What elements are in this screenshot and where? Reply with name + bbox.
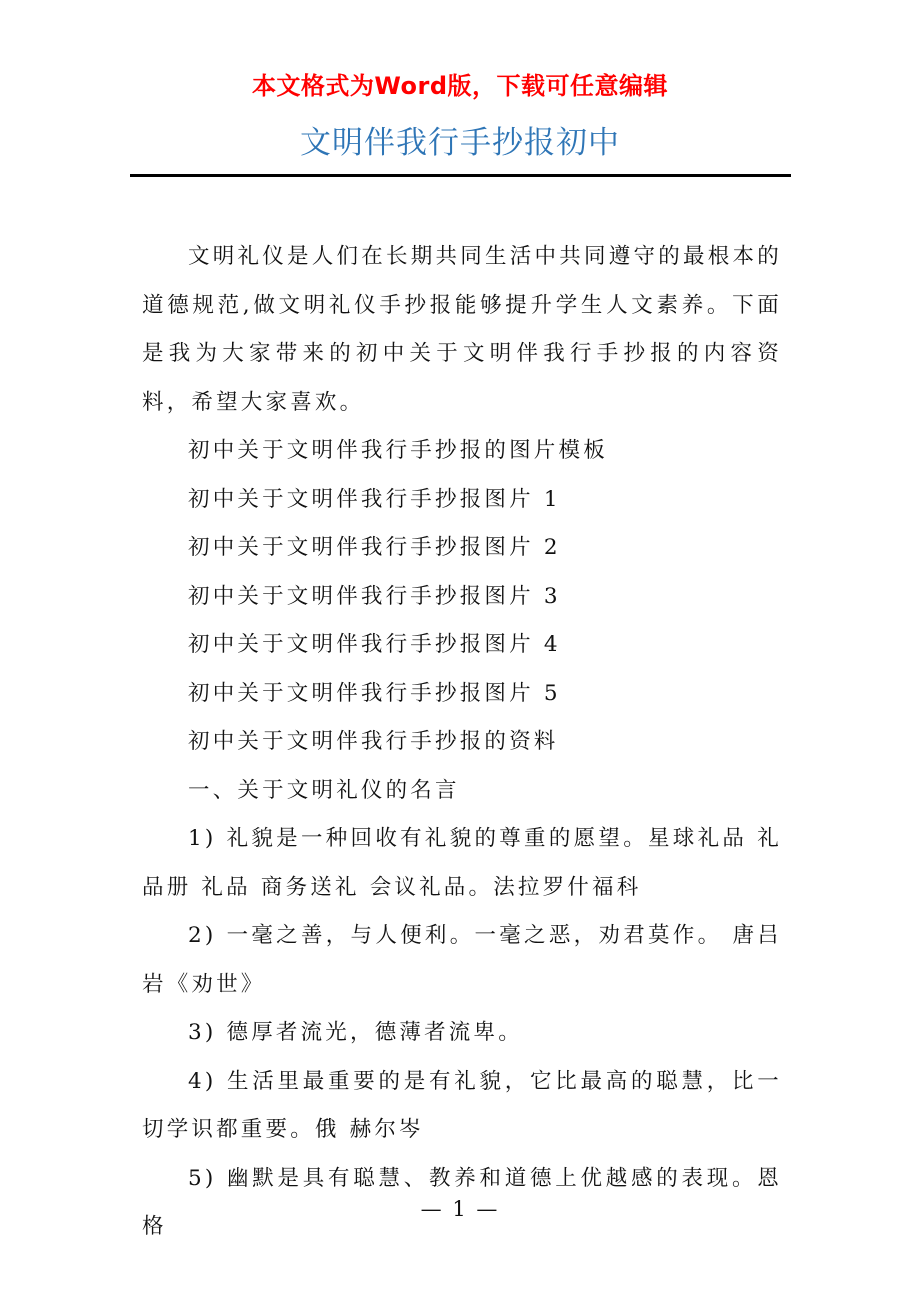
image-caption-4: 初中关于文明伴我行手抄报图片 4 — [188, 632, 561, 657]
quote-item-5: 5) 幽默是具有聪慧、教养和道德上优越感的表现。恩格 — [142, 1165, 782, 1239]
image-caption-3: 初中关于文明伴我行手抄报图片 3 — [188, 583, 561, 609]
title-divider — [130, 174, 791, 177]
quote-item-3: 3) 德厚者流光，德薄者流卑。 — [188, 1020, 523, 1045]
section-heading-materials: 初中关于文明伴我行手抄报的资料 — [188, 729, 559, 754]
editable-format-banner: 本文格式为Word版，下载可任意编辑 — [251, 72, 669, 100]
page-title: 文明伴我行手抄报初中 — [300, 125, 620, 161]
document-body — [142, 233, 782, 1252]
section-heading-templates: 初中关于文明伴我行手抄报的图片模板 — [188, 438, 608, 463]
quote-item-4: 4) 生活里最重要的是有礼貌，它比最高的聪慧，比一切学识都重要。俄 赫尔岑 — [142, 1068, 782, 1142]
image-caption-1: 初中关于文明伴我行手抄报图片 1 — [188, 486, 561, 512]
intro-paragraph: 文明礼仪是人们在长期共同生活中共同遵守的最根本的道德规范,做文明礼仪手抄报能够提升学生人文素养。下面是我为大家带来的初中关于文明伴我行手抄报的内容资料，希望大家喜欢。 — [142, 244, 782, 415]
quote-item-1: 1) 礼貌是一种回收有礼貌的尊重的愿望。星球礼品 礼品册 礼品 商务送礼 会议礼品。法拉罗什福科 — [142, 826, 782, 900]
image-caption-5: 初中关于文明伴我行手抄报图片 5 — [188, 680, 561, 706]
quote-item-2: 2) 一毫之善，与人便利。一毫之恶，劝君莫作。 唐吕岩《劝世》 — [142, 923, 782, 997]
section-heading-quotes: 一、关于文明礼仪的名言 — [188, 777, 460, 803]
page-number: — 1 — — [420, 1197, 500, 1221]
image-caption-2: 初中关于文明伴我行手抄报图片 2 — [188, 535, 561, 560]
